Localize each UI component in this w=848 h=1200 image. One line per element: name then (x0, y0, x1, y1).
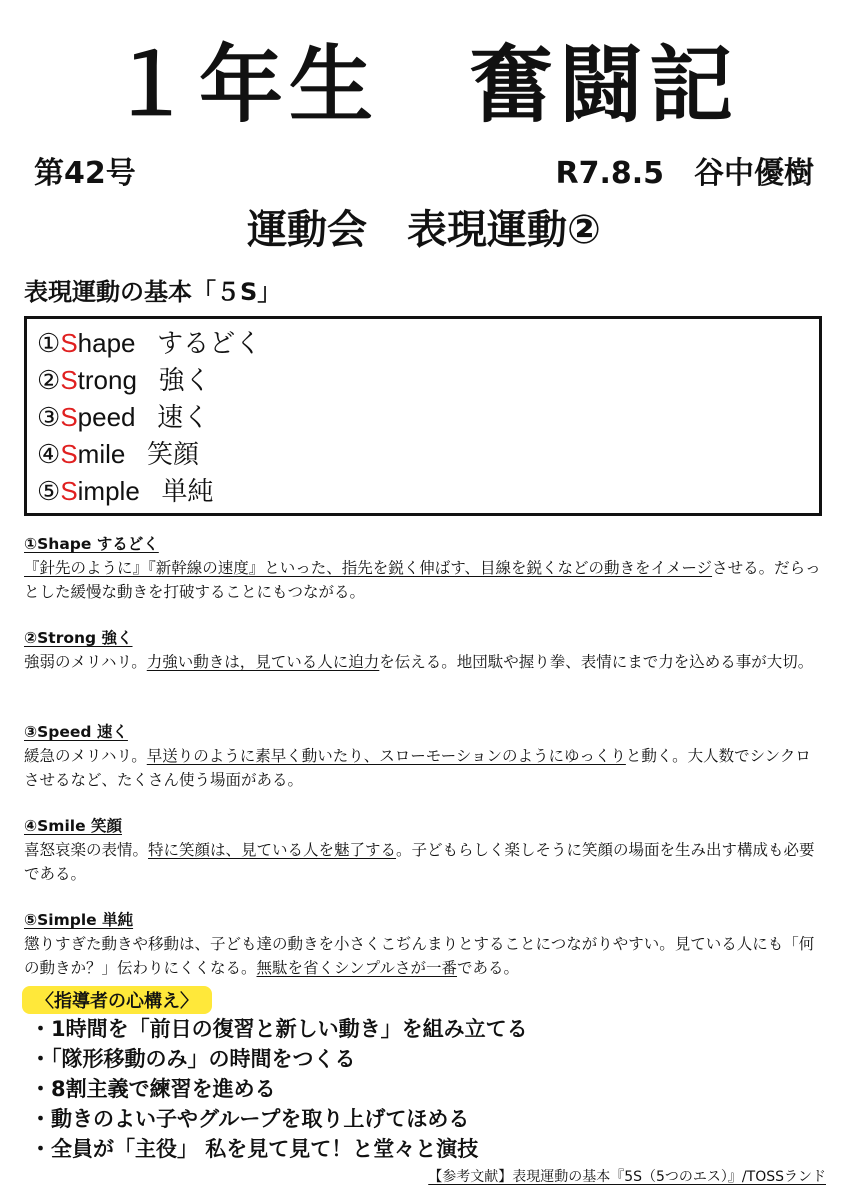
item-initial: S (60, 365, 78, 395)
item-number: ④ (37, 439, 61, 469)
detail-shape (24, 532, 824, 604)
emphasis: 早送りのように素早く動いたり、スローモーションのようにゆっくり (146, 747, 626, 765)
mindset-label: 〈指導者の心構え〉 (22, 986, 212, 1014)
page-subtitle: 運動会 表現運動② (247, 207, 601, 253)
item-japanese: 速く (157, 402, 210, 432)
issue-number: 第42号 (34, 156, 136, 191)
reference-citation: 【参考文献】表現運動の基本『5S（5つのエス）』/TOSSランド (428, 1169, 826, 1185)
item-japanese: 強く (158, 365, 211, 395)
page-title: １年生 奮闘記 (108, 36, 739, 134)
detail-body: 懲りすぎた動きや移動は、子ども達の動きを小さくこぢんまりとすることにつながりやすい。見ている人にも「何の動きか？」伝わりにくくなる。無駄を省くシンプルさが一番である。 (24, 935, 815, 977)
detail-title: ②Strong 強く (24, 629, 133, 647)
item-japanese: するどく (157, 328, 262, 358)
item-word: imple (77, 476, 140, 506)
mindset-item: ・「隊形移動のみ」の時間をつくる (30, 1047, 356, 1071)
detail-title: ⑤Simple 単純 (24, 911, 134, 929)
emphasis: 『針先のように』『新幹線の速度』といった、指先を鋭く伸ばす、目線を鋭くなどの動きをイメージ (24, 559, 713, 577)
five-s-item-smile (37, 436, 809, 473)
five-s-item-shape (37, 325, 809, 362)
detail-simple (24, 908, 824, 980)
detail-speed (24, 720, 824, 792)
item-initial: S (60, 328, 78, 358)
item-word: peed (77, 402, 136, 432)
detail-body: 緩急のメリハリ。早送りのように素早く動いたり、スローモーションのようにゆっくりと動く。大人数でシンクロさせるなど、たくさん使う場面がある。 (24, 747, 811, 789)
emphasis: 特に笑顔は、見ている人を魅了する (148, 841, 397, 859)
emphasis: 力強い動きは，見ている人に迫力 (146, 653, 380, 671)
item-initial: S (60, 439, 78, 469)
detail-smile (24, 814, 824, 886)
item-japanese: 単純 (161, 476, 214, 506)
detail-body: 強弱のメリハリ。力強い動きは，見ている人に迫力を伝える。地団駄や握り拳、表情にまで力を込める事が大切。 (24, 653, 814, 671)
detail-title: ③Speed 速く (24, 723, 128, 741)
item-word: mile (77, 439, 126, 469)
detail-title: ①Shape するどく (24, 535, 159, 553)
item-number: ② (37, 365, 61, 395)
item-number: ① (37, 328, 61, 358)
mindset-list (30, 1014, 528, 1164)
item-number: ⑤ (37, 476, 61, 506)
item-japanese: 笑顔 (147, 439, 200, 469)
mindset-item: ・動きのよい子やグループを取り上げてほめる (30, 1107, 470, 1131)
item-number: ③ (37, 402, 61, 432)
five-s-box (24, 316, 822, 516)
five-s-item-speed (37, 399, 809, 436)
mindset-item: ・全員が「主役」 私を見て見て！と堂々と演技 (30, 1137, 479, 1161)
five-s-item-simple (37, 473, 809, 510)
item-initial: S (60, 476, 78, 506)
emphasis: 無駄を省くシンプルさが一番 (256, 959, 458, 977)
five-s-item-strong (37, 362, 809, 399)
detail-title: ④Smile 笑顔 (24, 817, 122, 835)
basics-heading: 表現運動の基本「５S」 (24, 278, 282, 306)
detail-body: 『針先のように』『新幹線の速度』といった、指先を鋭く伸ばす、目線を鋭くなどの動きをイメージさせる。だらっとした緩慢な動きを打破することにもつながる。 (24, 559, 821, 601)
item-initial: S (60, 402, 78, 432)
mindset-item: ・1時間を「前日の復習と新しい動き」を組み立てる (30, 1017, 528, 1041)
detail-strong (24, 626, 824, 674)
item-word: trong (77, 365, 137, 395)
item-word: hape (77, 328, 136, 358)
mindset-item: ・8割主義で練習を進める (30, 1077, 276, 1101)
detail-body: 喜怒哀楽の表情。特に笑顔は、見ている人を魅了する。子どもらしく楽しそうに笑顔の場面を生み出す構成も必要である。 (24, 841, 815, 883)
date-author: R7.8.5 谷中優樹 (555, 156, 814, 191)
